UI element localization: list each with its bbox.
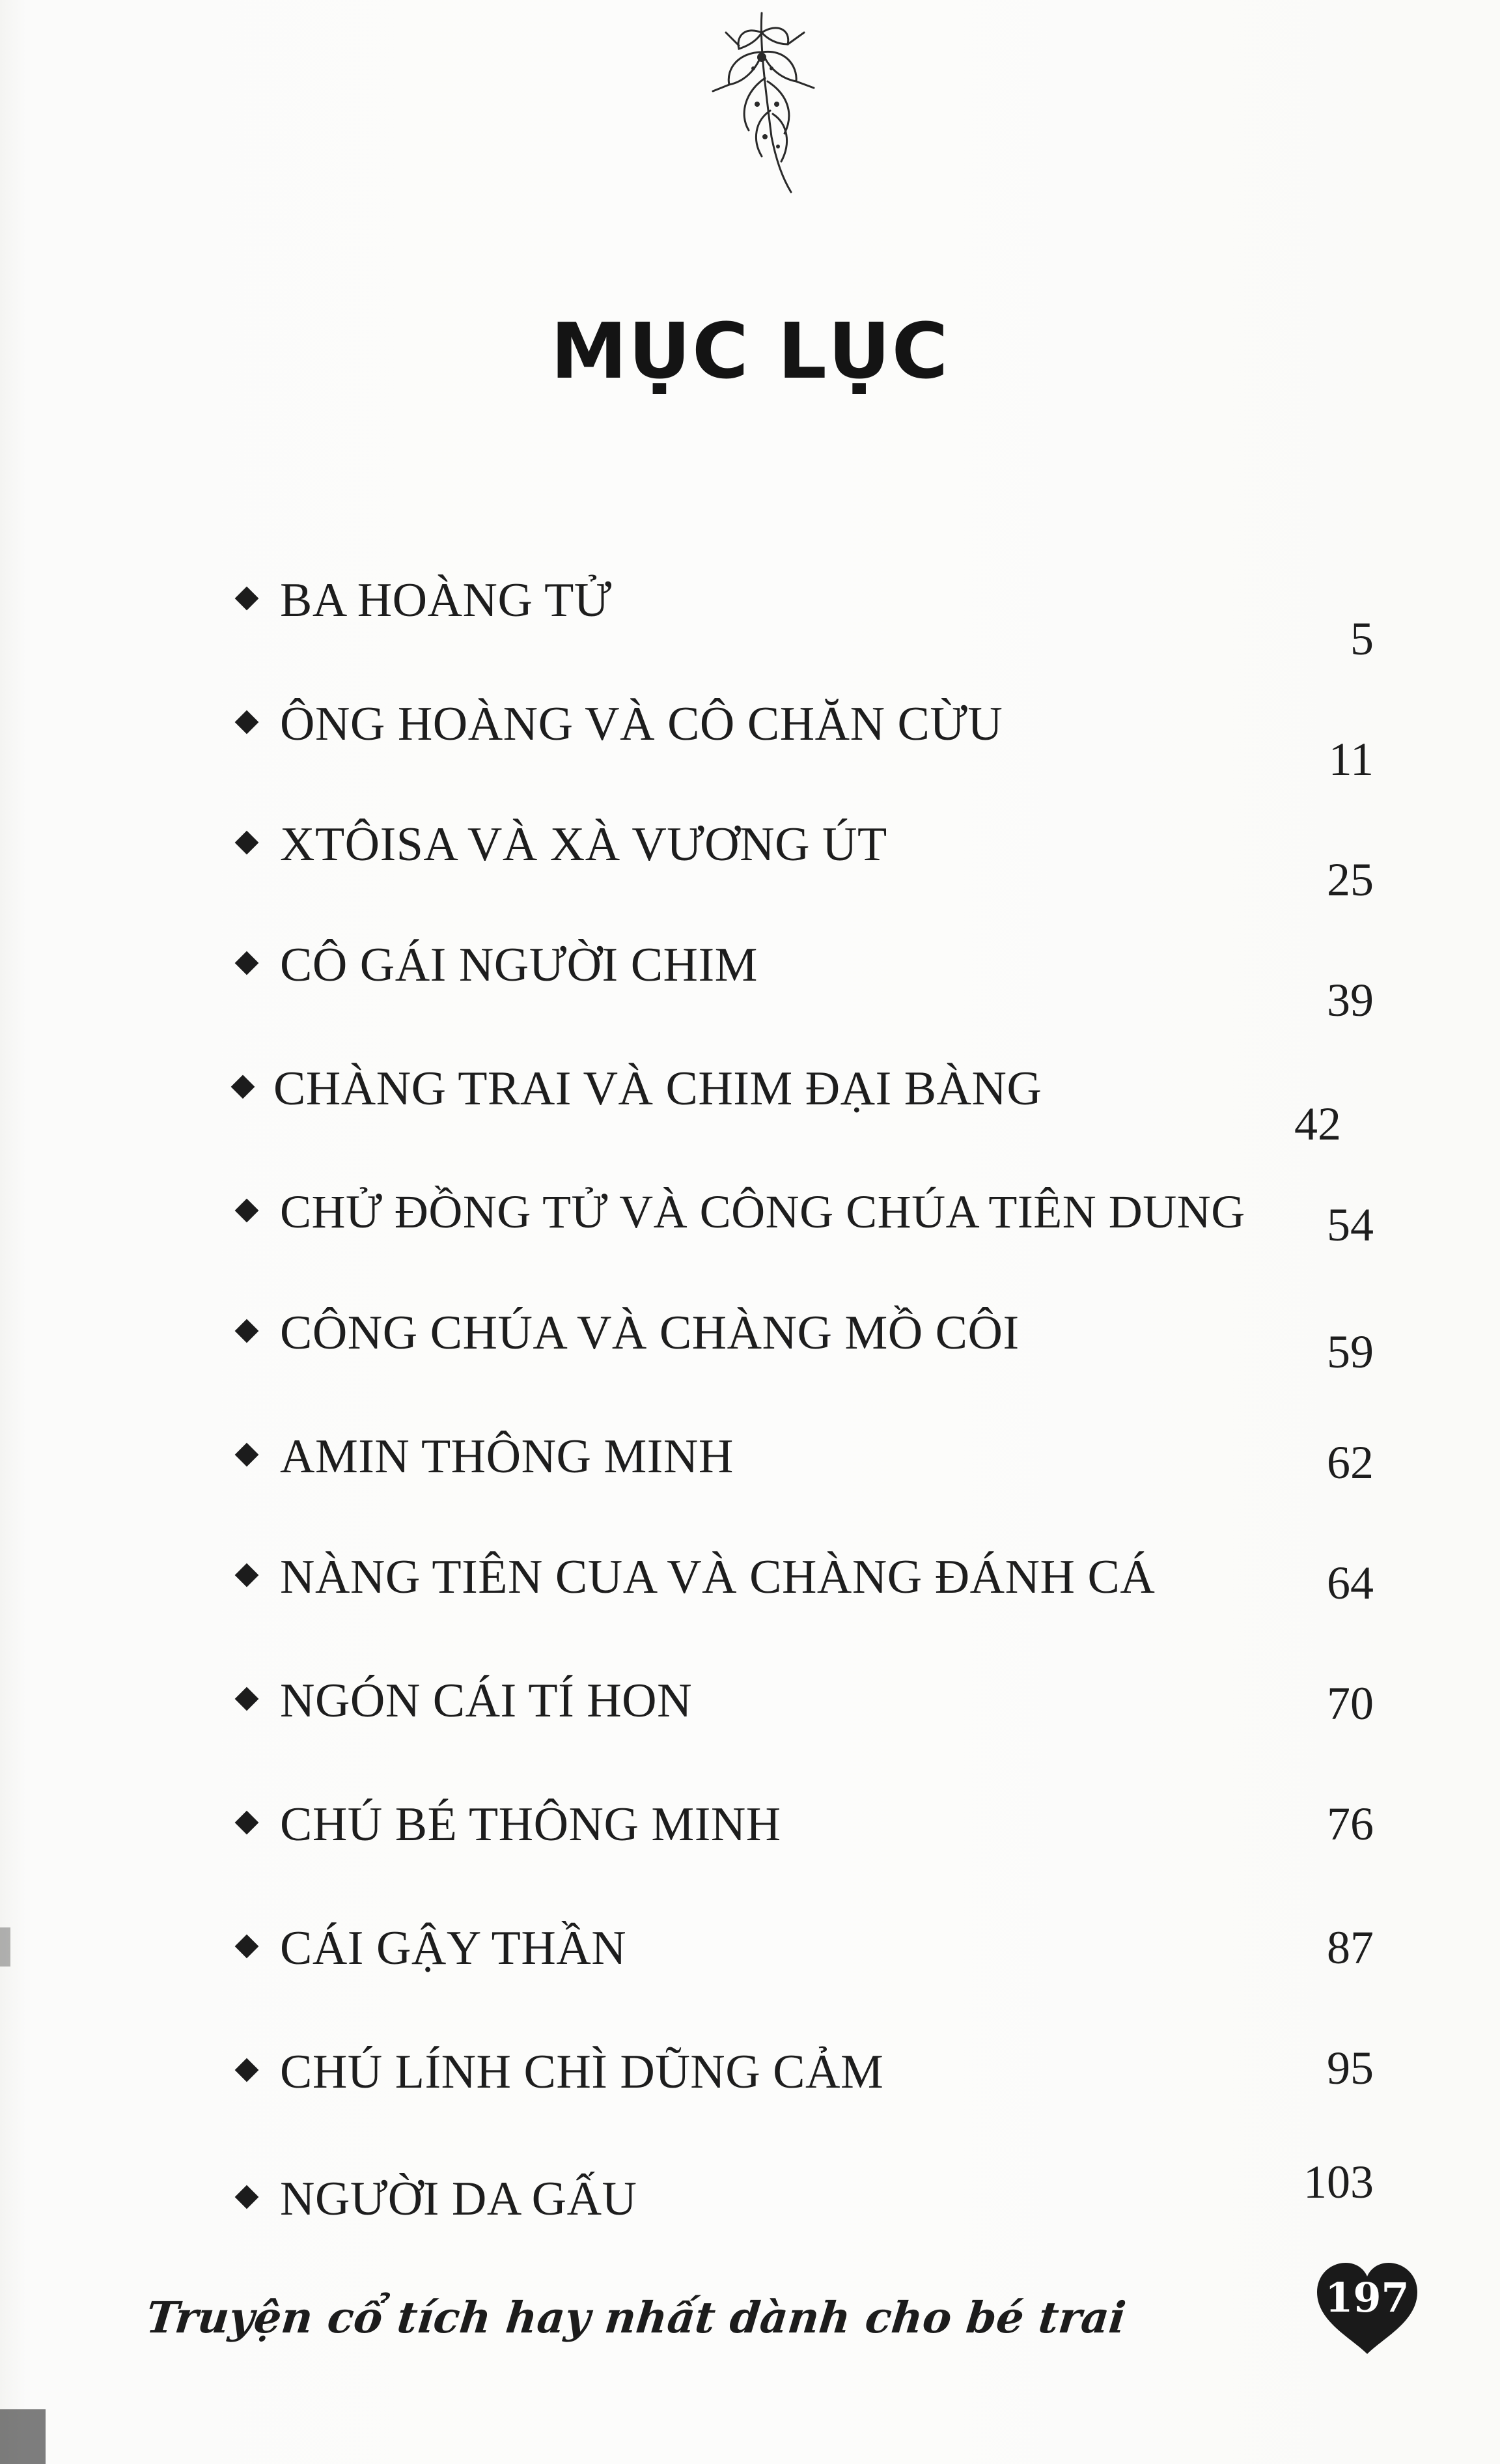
toc-entry-page: 64 — [1327, 1557, 1374, 1609]
toc-entry-page: 59 — [1327, 1326, 1374, 1378]
toc-entry[interactable] — [234, 2042, 1374, 2136]
toc-entry-page: 62 — [1327, 1436, 1374, 1489]
toc-entry-title: AMIN THÔNG MINH — [280, 1430, 734, 1483]
toc-entry-page: 95 — [1327, 2042, 1374, 2094]
toc-entry[interactable] — [234, 1429, 1374, 1520]
toc-entry-page: 87 — [1327, 1922, 1374, 1974]
diamond-bullet-icon — [234, 586, 258, 609]
toc-entry-title: CHÀNG TRAI VÀ CHIM ĐẠI BÀNG — [273, 1062, 1042, 1115]
toc-entry-title: BA HOÀNG TỬ — [280, 574, 612, 627]
toc-entry-page: 25 — [1327, 854, 1374, 906]
toc-entry[interactable] — [234, 817, 1374, 908]
toc-entry-page: 5 — [1350, 613, 1374, 665]
toc-entry-page: 11 — [1328, 733, 1374, 785]
toc-entry-page: 76 — [1327, 1798, 1374, 1850]
diamond-bullet-icon — [234, 1563, 258, 1586]
diamond-bullet-icon — [234, 2058, 258, 2081]
diamond-bullet-icon — [234, 951, 258, 974]
toc-entry[interactable] — [234, 1673, 1374, 1765]
toc-entry[interactable] — [234, 1185, 1374, 1276]
diamond-bullet-icon — [234, 1934, 258, 1957]
diamond-bullet-icon — [234, 1198, 258, 1222]
table-of-contents — [234, 0, 1374, 2279]
toc-entry[interactable] — [234, 1797, 1374, 1888]
toc-entry[interactable] — [234, 697, 1374, 788]
diamond-bullet-icon — [230, 1074, 254, 1098]
toc-entry-title: NÀNG TIÊN CUA VÀ CHÀNG ĐÁNH CÁ — [280, 1550, 1156, 1604]
toc-entry-page: 54 — [1327, 1199, 1374, 1251]
toc-entry-page: 39 — [1327, 974, 1374, 1026]
toc-entry-title: CHỬ ĐỒNG TỬ VÀ CÔNG CHÚA TIÊN DUNG — [280, 1186, 1245, 1238]
book-title-footer: Truyện cổ tích hay nhất dành cho bé trai — [143, 2292, 1128, 2343]
toc-entry-title: XTÔISA VÀ XÀ VƯƠNG ÚT — [280, 818, 887, 871]
toc-entry-title: CÁI GẬY THẦN — [280, 1922, 627, 1975]
toc-entry[interactable] — [234, 2156, 1374, 2263]
toc-entry[interactable] — [234, 1061, 1374, 1153]
toc-entry-title: CHÚ BÉ THÔNG MINH — [280, 1798, 781, 1851]
diamond-bullet-icon — [234, 1687, 258, 1710]
page-title: MỤC LỤC — [550, 306, 950, 396]
toc-entry[interactable] — [234, 573, 1374, 664]
toc-entry-page: 42 — [1294, 1098, 1341, 1150]
toc-entry-title: NGƯỜI DA GẤU — [280, 2172, 637, 2226]
diamond-bullet-icon — [234, 830, 258, 854]
toc-entry[interactable] — [234, 1306, 1374, 1397]
toc-entry[interactable] — [234, 938, 1374, 1029]
toc-entry-title: ÔNG HOÀNG VÀ CÔ CHĂN CỪU — [280, 697, 1003, 751]
diamond-bullet-icon — [234, 1319, 258, 1342]
page-number: 197 — [1325, 2274, 1410, 2321]
toc-entry-title: NGÓN CÁI TÍ HON — [280, 1674, 693, 1728]
toc-entry-page: 103 — [1303, 2156, 1374, 2208]
toc-entry-title: CÔNG CHÚA VÀ CHÀNG MỒ CÔI — [280, 1306, 1020, 1360]
diamond-bullet-icon — [234, 1810, 258, 1834]
toc-entry-page: 70 — [1327, 1677, 1374, 1729]
diamond-bullet-icon — [234, 710, 258, 733]
diamond-bullet-icon — [234, 2185, 258, 2208]
toc-entry[interactable] — [234, 1921, 1374, 2012]
toc-entry-title: CÔ GÁI NGƯỜI CHIM — [280, 938, 758, 992]
page-corner-shadow — [0, 2409, 46, 2464]
page-edge-shadow — [0, 1927, 10, 1967]
diamond-bullet-icon — [234, 1442, 258, 1466]
toc-entry-title: CHÚ LÍNH CHÌ DŨNG CẢM — [280, 2045, 884, 2099]
toc-entry[interactable] — [234, 1550, 1374, 1641]
